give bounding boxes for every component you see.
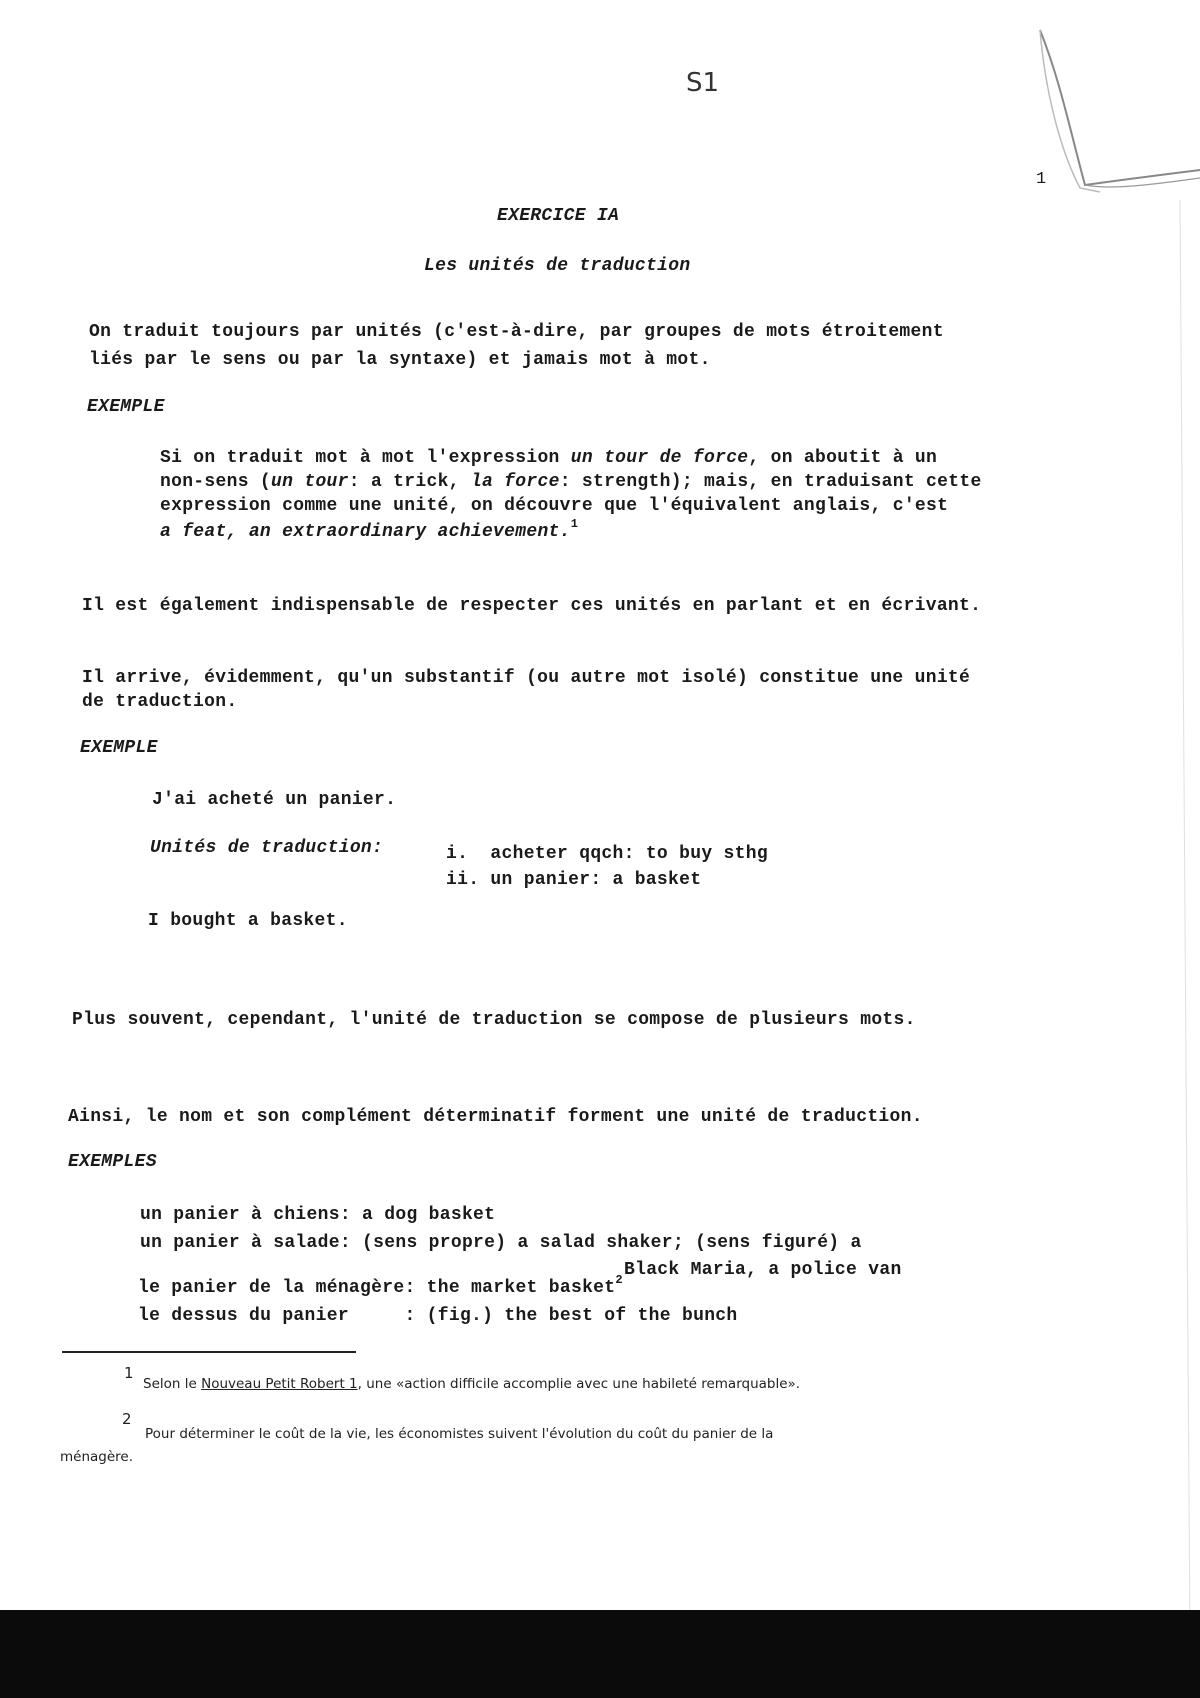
intro-line-1: On traduit toujours par unités (c'est-à-dire, par groupes de mots étroitement (89, 322, 944, 342)
footnote-divider (62, 1351, 356, 1353)
examples3-line-5: le dessus du panier : (fig.) the best of the bunch (138, 1306, 738, 1326)
example1-line-3: expression comme une unité, on découvre que l'équivalent anglais, c'est (160, 496, 949, 516)
scan-edge-bar (0, 1610, 1200, 1698)
unit-2: ii. un panier: a basket (446, 870, 702, 890)
footnote-2-line-1: Pour déterminer le coût de la vie, les économistes suivent l'évolution du coût du panier de la (145, 1426, 774, 1442)
paragraph-5: Ainsi, le nom et son complément déterminatif forment une unité de traduction. (68, 1107, 923, 1127)
example-label-2: EXEMPLE (80, 738, 158, 758)
example1-line-4: a feat, an extraordinary achievement.$^1$ (160, 517, 579, 542)
examples3-line-3: Black Maria, a police van (624, 1260, 902, 1280)
example1-line-2: non-sens (un tour: a trick, la force: strength); mais, en traduisant cette (160, 472, 982, 492)
footnote-2-number: 2 (122, 1410, 132, 1428)
examples3-line-2: un panier à salade: (sens propre) a salad shaker; (sens figuré) a (140, 1233, 862, 1253)
paragraph-4: Plus souvent, cependant, l'unité de traduction se compose de plusieurs mots. (72, 1010, 916, 1030)
examples3-line-1: un panier à chiens: a dog basket (140, 1205, 496, 1225)
footnote-1-text: Selon le Nouveau Petit Robert 1, une «action difficile accomplie avec une habileté remarquable». (143, 1376, 801, 1392)
intro-line-2: liés par le sens ou par la syntaxe) et jamais mot à mot. (89, 350, 711, 370)
page-number: 1 (1036, 170, 1047, 189)
handwritten-mark: S1 (686, 68, 720, 98)
footnote-1-number: 1 (124, 1364, 134, 1382)
examples3-line-4: le panier de la ménagère: the market basket$^2$ (138, 1273, 623, 1298)
footnote-ref-1: 1 (570, 517, 579, 531)
paragraph-3-line-2: de traduction. (82, 692, 238, 712)
examples-label-3: EXEMPLES (68, 1152, 157, 1172)
example2-translation: I bought a basket. (148, 911, 348, 931)
units-label: Unités de traduction: (150, 838, 384, 858)
unit-1: i. acheter qqch: to buy sthg (446, 844, 768, 864)
footnote-ref-2: 2 (615, 1273, 623, 1287)
example2-sentence: J'ai acheté un panier. (152, 790, 397, 810)
example-label-1: EXEMPLE (87, 397, 165, 417)
footnote-2-line-2: ménagère. (60, 1449, 134, 1465)
paragraph-3-line-1: Il arrive, évidemment, qu'un substantif (ou autre mot isolé) constitue une unité (82, 668, 971, 688)
page-subtitle: Les unités de traduction (424, 256, 691, 276)
paragraph-2: Il est également indispensable de respecter ces unités en parlant et en écrivant. (82, 596, 982, 616)
example1-line-1: Si on traduit mot à mot l'expression un tour de force, on aboutit à un (160, 448, 938, 468)
page-title: EXERCICE IA (497, 206, 620, 226)
